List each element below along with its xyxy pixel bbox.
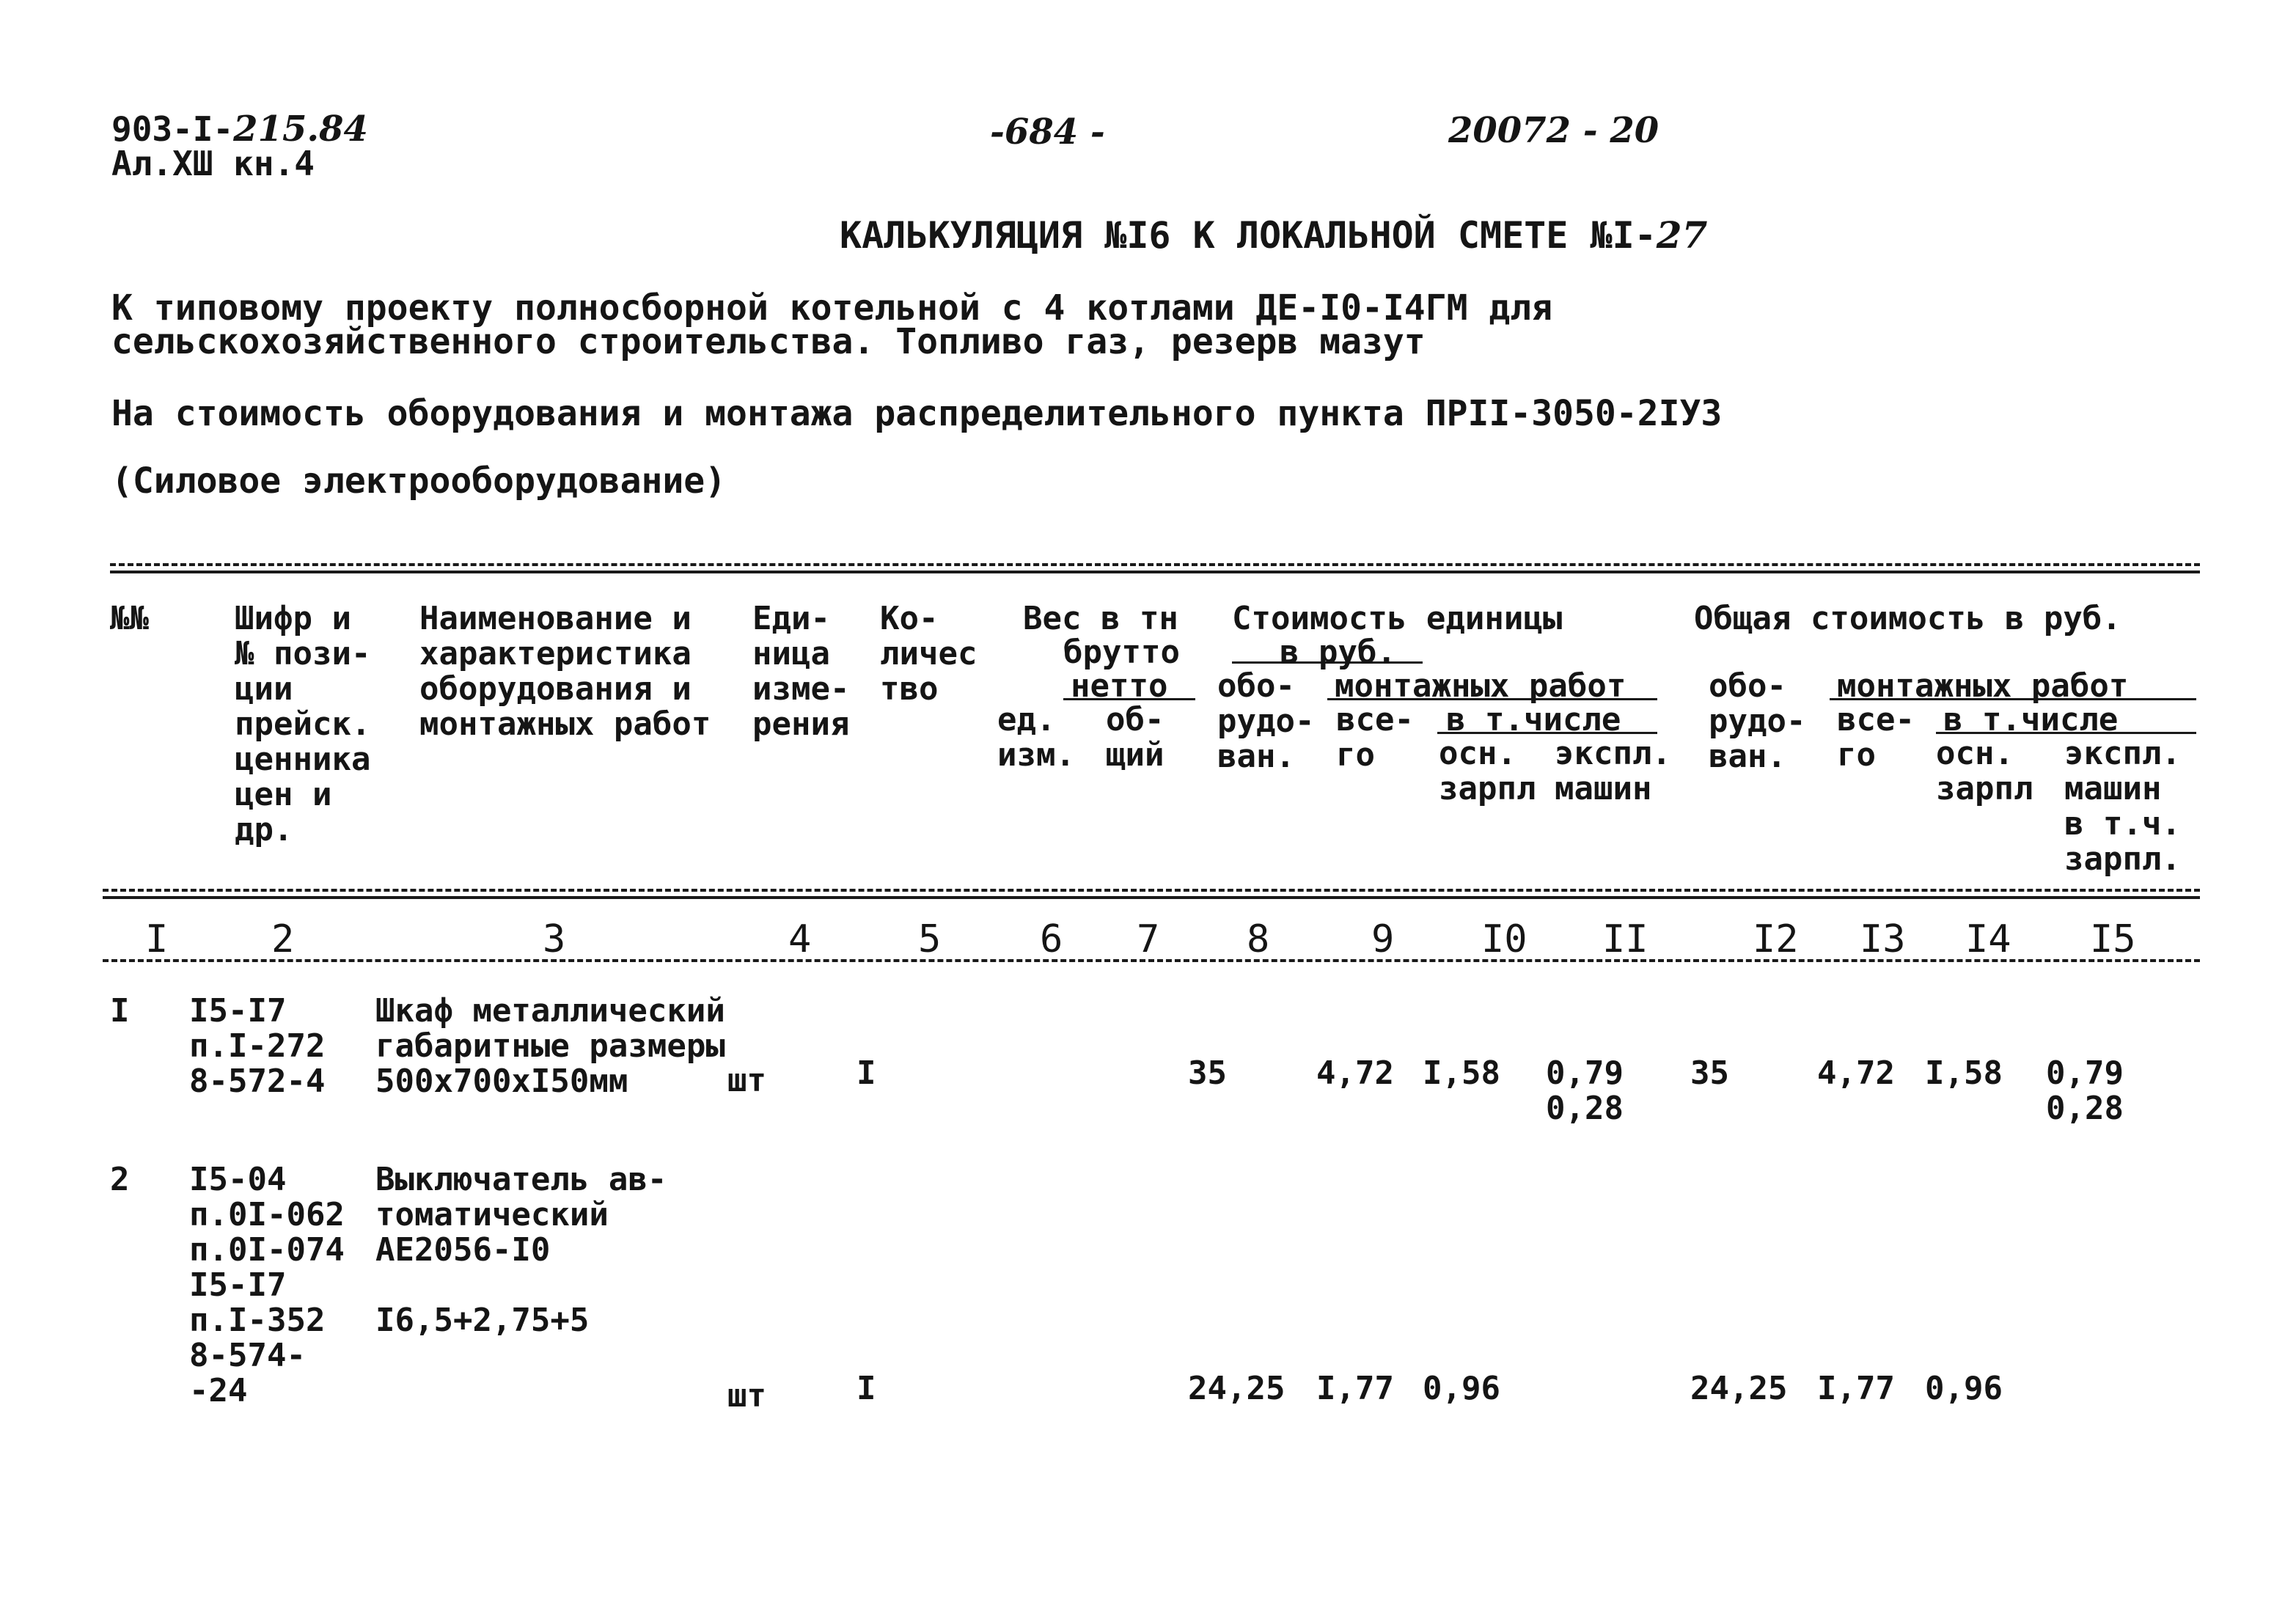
column-number: 9	[1371, 917, 1395, 961]
header-t-wage: осн. зарпл	[1936, 735, 2033, 807]
row-qty: I	[857, 1370, 876, 1407]
column-number: I	[145, 917, 169, 961]
page-number: -684 -	[990, 111, 1105, 153]
column-number: 3	[543, 917, 566, 961]
header-t-mach: экспл. машин в т.ч. зарпл.	[2064, 735, 2181, 878]
header-t-equip: обо- рудо- ван.	[1709, 667, 1806, 775]
column-number: I0	[1481, 917, 1527, 961]
column-number: 8	[1247, 917, 1270, 961]
row-name: Выключатель ав- томатический АЕ2056-I0	[375, 1161, 667, 1269]
header-qty: Ко- личес тво	[880, 600, 978, 708]
header-weight: Вес в тн	[1023, 600, 1178, 637]
row-number: I	[110, 992, 130, 1030]
header-weight-unit: ед. изм.	[997, 701, 1075, 774]
row-codes: I5-04 п.0I-062 п.0I-074 I5-I7 п.I-352 8-574- -24	[189, 1161, 345, 1409]
header-unit: Еди- ница изме- рения	[752, 600, 850, 743]
row-wage: 0,96	[1423, 1370, 1500, 1407]
column-number: 4	[788, 917, 812, 961]
header-total-cost: Общая стоимость в руб.	[1694, 600, 2121, 637]
row-qty: I	[857, 1054, 876, 1092]
header-num: №№	[110, 600, 149, 637]
inventory-number: 20072 - 20	[1448, 110, 1659, 151]
header-unit-cost-sub: в руб.	[1280, 634, 1396, 671]
row-name: Шкаф металлический габаритные размеры 500х700хI50мм	[375, 992, 725, 1100]
header-code: Шифр и № пози- ции прейск. ценника цен и др.	[235, 600, 371, 848]
header-t-incl: в т.числе	[1943, 701, 2119, 738]
header-name: Наименование и характеристика оборудования и монтажных работ	[419, 600, 711, 743]
header-weight-netto: нетто	[1071, 667, 1168, 705]
row-t-wage: I,58	[1925, 1054, 2003, 1092]
album-reference: Ал.XШ кн.4	[111, 144, 315, 183]
header-incl: в т.числе	[1446, 701, 1621, 738]
header-weight-brutto: брутто	[1063, 634, 1180, 671]
header-t-mount: монтажных работ	[1837, 667, 2129, 705]
row-all: 4,72	[1316, 1054, 1394, 1092]
row-t-all: 4,72	[1817, 1054, 1895, 1092]
table-top-rule-2	[110, 571, 2200, 573]
row-t-mach: 0,79 0,28	[2046, 1054, 2124, 1127]
row-t-equip: 35	[1690, 1054, 1729, 1092]
header-weight-total: об- щий	[1106, 701, 1164, 774]
row-unit: шт	[727, 1062, 766, 1099]
header-all: все- го	[1336, 701, 1414, 774]
header-t-all: все- го	[1837, 701, 1915, 774]
header-bottom-rule-2	[103, 896, 2200, 899]
row-codes: I5-I7 п.I-272 8-572-4	[189, 992, 326, 1100]
row-unit: шт	[727, 1377, 766, 1415]
column-number: I3	[1860, 917, 1906, 961]
header-equip: обо- рудо- ван.	[1217, 667, 1315, 775]
document-code-handwritten: 215.84	[233, 109, 368, 150]
table-top-rule	[110, 563, 2200, 566]
row-all: I,77	[1316, 1370, 1394, 1407]
column-number: 5	[918, 917, 942, 961]
column-number: II	[1602, 917, 1648, 961]
calculation-title	[840, 213, 1708, 257]
row-wage: I,58	[1423, 1054, 1500, 1092]
column-number: 2	[271, 917, 295, 961]
row-t-all: I,77	[1817, 1370, 1895, 1407]
column-number: I2	[1753, 917, 1799, 961]
column-number: 6	[1040, 917, 1063, 961]
section-name: (Силовое электрооборудование)	[111, 461, 727, 502]
column-number: 7	[1137, 917, 1160, 961]
row-mach: 0,79 0,28	[1546, 1054, 1624, 1127]
column-number: I5	[2090, 917, 2136, 961]
document-code	[111, 109, 368, 150]
row-t-wage: 0,96	[1925, 1370, 2003, 1407]
project-line-1: К типовому проекту полносборной котельной с 4 котлами ДЕ-I0-I4ГМ для	[111, 287, 1553, 329]
header-unit-cost: Стоимость единицы	[1232, 600, 1563, 637]
document-code-printed: 903-I-	[111, 109, 234, 149]
cost-subject: На стоимость оборудования и монтажа распределительного пункта ПРII-3050-2IУ3	[111, 393, 1723, 434]
header-mount: монтажных работ	[1335, 667, 1626, 705]
header-bottom-rule	[103, 889, 2200, 892]
header-mach: экспл. машин	[1555, 735, 1671, 807]
row-equip: 24,25	[1188, 1370, 1285, 1407]
row-number: 2	[110, 1161, 130, 1198]
calculation-title-handwritten: 27	[1656, 213, 1708, 257]
row-t-equip: 24,25	[1690, 1370, 1788, 1407]
row-note: I6,5+2,75+5	[375, 1302, 590, 1339]
row-equip: 35	[1188, 1054, 1227, 1092]
calculation-title-printed: КАЛЬКУЛЯЦИЯ №I6 К ЛОКАЛЬНОЙ СМЕТЕ №I-	[840, 214, 1657, 257]
column-number: I4	[1965, 917, 2011, 961]
project-line-2: сельскохозяйственного строительства. Топливо газ, резерв мазут	[111, 321, 1426, 362]
header-wage: осн. зарпл	[1439, 735, 1536, 807]
